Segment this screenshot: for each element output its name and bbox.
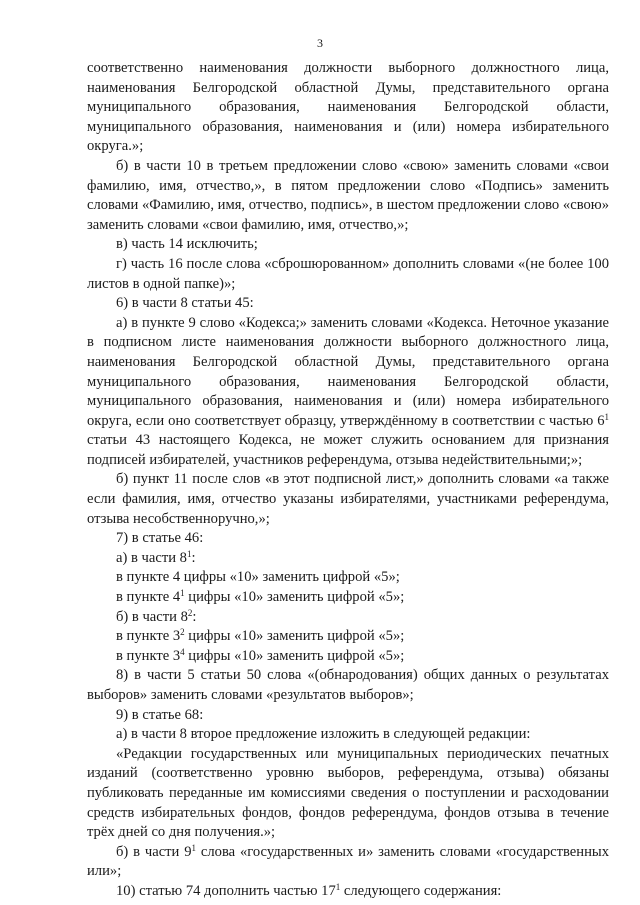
paragraph-text: в) часть 14 исключить; bbox=[116, 236, 258, 253]
paragraph-text: в пункте 4 bbox=[116, 589, 181, 606]
paragraph-text: б) в части 9 bbox=[116, 843, 192, 860]
paragraph-p19 bbox=[87, 843, 609, 882]
paragraph-text: 8) в части 5 статьи 50 слова «(обнародования) общих данных о результатах выборов» заменить словами «результатов выборов»; bbox=[87, 667, 609, 703]
paragraph-p15 bbox=[87, 666, 609, 705]
paragraph-text: : bbox=[191, 549, 196, 566]
paragraph-p11 bbox=[87, 588, 609, 608]
paragraph-text: а) в пункте 9 слово «Кодекса;» заменить словами «Кодекса. Неточное указание в подписном листе наименования должности выборного должностного лица, наименования Белгородской областной Думы, представительного органа муниципального образования, наименования Белгородской области, муниципального образования, наименования и (или) номера избирательного округа, если оно соответствует образцу, утверждённому в соответствии с частью 6 bbox=[87, 314, 609, 429]
paragraph-text: б) в части 10 в третьем предложении слово «свою» заменить словами «свои фамилию, имя, отчество,», в пятом предложении слово «Подпись» заменить словами «Фамилию, имя, отчество, подпись», в шестом предложении слово «свою» заменить словами «свои фамилию, имя, отчество,»; bbox=[87, 157, 609, 233]
paragraph-p02 bbox=[87, 157, 609, 235]
paragraph-p05 bbox=[87, 294, 609, 314]
document-body bbox=[87, 59, 609, 902]
paragraph-text: слова «государственных и» заменить словами «государственных или»; bbox=[87, 843, 609, 880]
paragraph-p01 bbox=[87, 59, 609, 157]
paragraph-text: цифры «10» заменить цифрой «5»; bbox=[184, 589, 405, 606]
paragraph-p13 bbox=[87, 627, 609, 647]
paragraph-text: в пункте 3 bbox=[116, 628, 181, 645]
paragraph-text: 9) в статье 68: bbox=[116, 706, 204, 723]
paragraph-p12 bbox=[87, 608, 609, 628]
superscript-index: 1 bbox=[180, 588, 185, 599]
paragraph-p09 bbox=[87, 549, 609, 569]
superscript-index: 2 bbox=[180, 627, 185, 638]
paragraph-text: б) пункт 11 после слов «в этот подписной лист,» дополнить словами «а также если фамилия, имя, отчество указаны избирателями, участниками референдума, отзыва несобственноручно,»; bbox=[87, 471, 609, 527]
paragraph-text: цифры «10» заменить цифрой «5»; bbox=[184, 628, 405, 645]
paragraph-p17 bbox=[87, 725, 609, 745]
superscript-index: 4 bbox=[180, 646, 185, 657]
paragraph-text: а) в части 8 второе предложение изложить в следующей редакции: bbox=[116, 726, 531, 743]
paragraph-text: соответственно наименования должности выборного должностного лица, наименования Белгородской областной Думы, представительного органа муниципального образования, наименования Белгородской области, муниципального образования, наименования и (или) номера избирательного округа.»; bbox=[87, 60, 609, 155]
paragraph-text: б) в части 8 bbox=[116, 608, 188, 625]
paragraph-p18 bbox=[87, 745, 609, 843]
paragraph-text: : bbox=[192, 608, 197, 625]
paragraph-text: «Редакции государственных или муниципальных периодических печатных изданий (соответственно уровню выборов, референдума, отзыва) обязаны публиковать переданные им комиссиями сведения о поступлении и расходовании средств избирательных фондов, фондов референдума, фондов отзыва в течение трёх дней со дня получения.»; bbox=[87, 745, 609, 841]
paragraph-p10 bbox=[87, 568, 609, 588]
page-number: 3 bbox=[317, 36, 323, 50]
paragraph-p14 bbox=[87, 647, 609, 667]
paragraph-p04 bbox=[87, 255, 609, 294]
paragraph-text: в пункте 4 цифры «10» заменить цифрой «5»; bbox=[116, 569, 400, 586]
paragraph-text: следующего содержания: bbox=[340, 882, 502, 899]
paragraph-text: 7) в статье 46: bbox=[116, 530, 204, 547]
paragraph-p08 bbox=[87, 529, 609, 549]
superscript-index: 1 bbox=[335, 881, 341, 892]
paragraph-p07 bbox=[87, 470, 609, 529]
superscript-index: 1 bbox=[191, 842, 197, 853]
paragraph-text: цифры «10» заменить цифрой «5»; bbox=[184, 647, 405, 664]
paragraph-p16 bbox=[87, 706, 609, 726]
paragraph-text: 6) в части 8 статьи 45: bbox=[116, 295, 254, 312]
paragraph-text: 10) статью 74 дополнить частью 17 bbox=[116, 882, 336, 899]
paragraph-text: г) часть 16 после слова «сброшюрованном» дополнить словами «(не более 100 листов в одной папке)»; bbox=[87, 255, 609, 292]
paragraph-text: статьи 43 настоящего Кодекса, не может служить основанием для признания подписей избирателей, участников референдума, отзыва недействительными;»; bbox=[87, 432, 609, 468]
paragraph-text: в пункте 3 bbox=[116, 647, 181, 664]
paragraph-p03 bbox=[87, 235, 609, 255]
superscript-index: 1 bbox=[604, 411, 609, 422]
superscript-index: 2 bbox=[187, 607, 193, 618]
paragraph-p06 bbox=[87, 314, 609, 471]
superscript-index: 1 bbox=[186, 548, 192, 559]
paragraph-p20 bbox=[87, 882, 609, 902]
paragraph-text: а) в части 8 bbox=[116, 549, 187, 566]
